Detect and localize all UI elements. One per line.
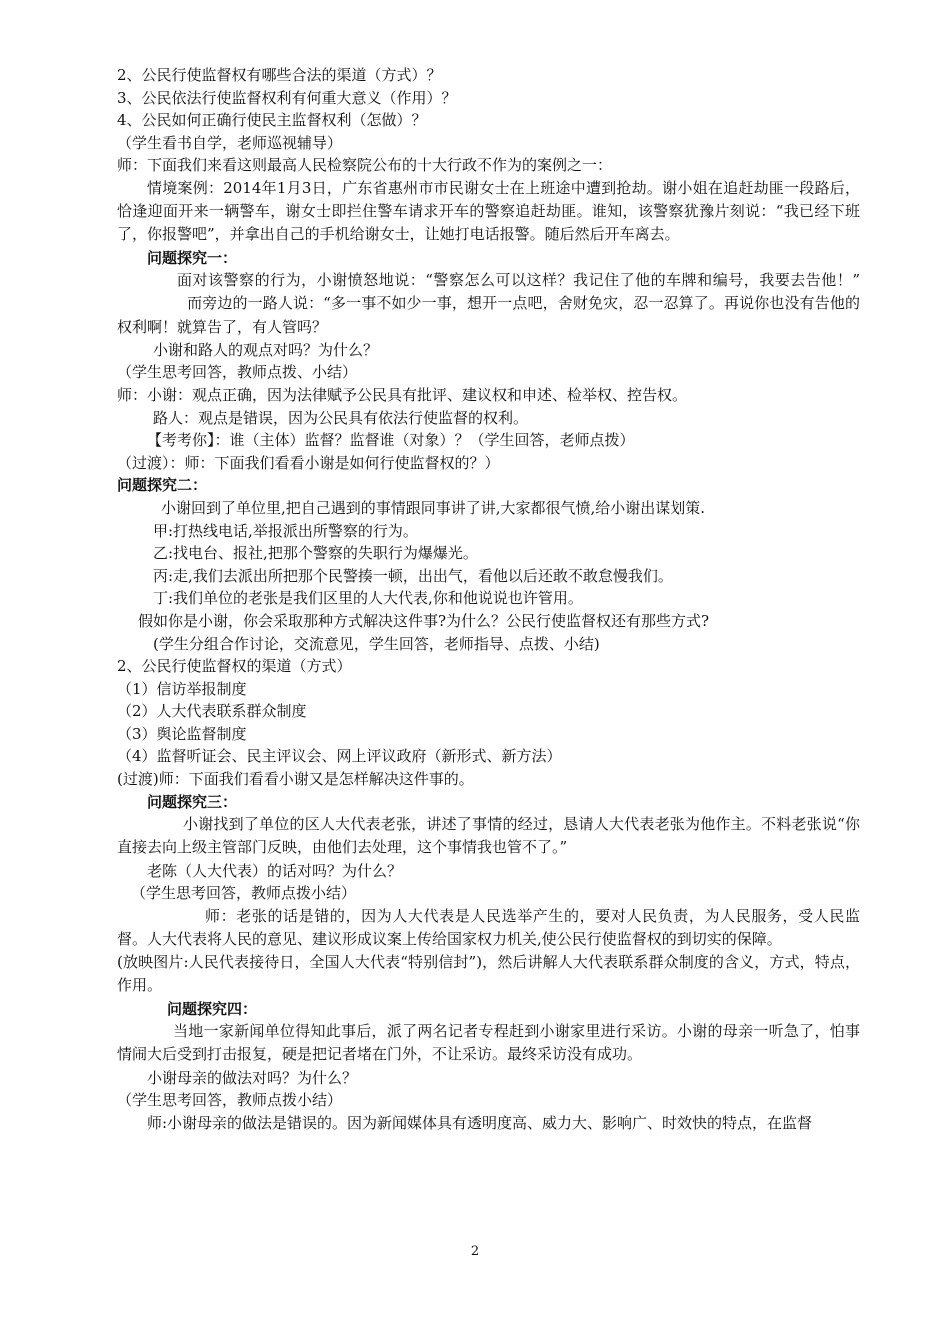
teacher-answer-3: 师：老张的话是错的，因为人大代表是人民选举产生的，要对人民负责，为人民服务，受人民监督。人大代表将人民的意见、建议形成议案上传给国家权力机关,使公民行使监督权的到切实的保障。 (117, 906, 860, 949)
quiz-line: 【考考你】：谁（主体）监督？监督谁（对象）？（学生回答，老师点拨） (147, 431, 635, 450)
heading-inquiry-1: 问题探究一： (147, 248, 238, 267)
group-note: (学生分组合作讨论，交流意见，学生回答，老师指导、点拨、小结) (153, 634, 600, 653)
case-scenario: 情境案例：2014年1月3日，广东省惠州市市民谢女士在上班途中遭到抢劫。谢小姐在追赶劫匪一段路后，恰逢迎面开来一辆警车，谢女士即拦住警车请求开车的警察追赶劫匪。谁知，该警察犹豫片刻说：“我已经下班了，你报警吧”，并拿出自己的手机给谢女士，让她打电话报警。随后然后开车离去。 (117, 178, 860, 244)
inquiry-1-question: 小谢和路人的观点对吗？为什么？ (153, 340, 379, 359)
slide-note: (放映图片:人民代表接待日，全国人大代表“特别信封”)，然后讲解人大代表联系群众制度的含义，方式，特点，作用。 (117, 953, 860, 995)
question-3: 3、公民依法行使监督权利有何重大意义（作用）？ (117, 88, 457, 107)
inquiry-4-body: 当地一家新闻单位得知此事后，派了两名记者专程赶到小谢家里进行采访。小谢的母亲一听急了，怕事情闹大后受到打击报复，硬是把记者堵在门外，不让采访。最终采访没有成功。 (117, 1022, 860, 1064)
heading-inquiry-3: 问题探究三： (147, 792, 238, 811)
channels-heading: 2、公民行使监督权的渠道（方式） (117, 657, 352, 676)
inquiry-2-question: 假如你是小谢，你会采取那种方式解决这件事?为什么？公民行使监督权还有那些方式? (138, 611, 710, 630)
inquiry-1-body (117, 269, 860, 339)
teacher-answer-4: 师:小谢母亲的做法是错误的。因为新闻媒体具有透明度高、威力大、影响广、时效快的特点，在监督 (147, 1113, 813, 1132)
teacher-intro: 师：下面我们来看这则最高人民检察院公布的十大行政不作为的案例之一： (117, 156, 613, 175)
teacher-answer-1: 师：小谢：观点正确，因为法律赋予公民具有批评、建议权和申述、检举权、控告权。 (117, 385, 688, 404)
think-note-4: （学生思考回答，教师点拨小结） (117, 1091, 343, 1110)
heading-inquiry-4: 问题探究四： (167, 999, 258, 1018)
option-ding: 丁:我们单位的老张是我们区里的人大代表,你和他说说也许管用。 (153, 589, 583, 608)
xiaoxie-statement: 面对该警察的行为，小谢愤怒地说：“警察怎么可以这样？我记住了他的车牌和编号，我要去告他！” (177, 271, 860, 290)
option-bing: 丙:走,我们去派出所把那个民警揍一顿，出出气，看他以后还敢不敢怠慢我们。 (153, 566, 673, 585)
heading-inquiry-2: 问题探究二： (117, 476, 208, 495)
option-yi: 乙:找电台、报社,把那个警察的失职行为爆爆光。 (153, 544, 478, 563)
inquiry-2-intro: 小谢回到了单位里,把自己遇到的事情跟同事讲了讲,大家都很气愤,给小谢出谋划策. (161, 498, 706, 517)
self-study-note: （学生看书自学，老师巡视辅导） (117, 133, 343, 152)
think-note-1: （学生思考回答，教师点拨、小结） (117, 363, 358, 382)
transition-1: （过渡）：师：下面我们看看小谢是如何行使监督权的？） (117, 453, 500, 472)
option-jia: 甲:打热线电话,举报派出所警察的行为。 (153, 521, 418, 540)
channel-4: （4）监督听证会、民主评议会、网上评议政府（新形式、新方法） (117, 747, 562, 766)
channel-1: （1）信访举报制度 (117, 679, 247, 698)
question-2: 2、公民行使监督权有哪些合法的渠道（方式）？ (117, 66, 442, 84)
question-4: 4、公民如何正确行使民主监督权利（怎做）？ (117, 111, 427, 130)
inquiry-3-question: 老陈（人大代表）的话对吗？为什么？ (147, 861, 403, 880)
document-body (117, 0, 860, 1134)
channel-3: （3）舆论监督制度 (117, 724, 247, 743)
passerby-answer: 路人：观点是错误，因为公民具有依法行使监督的权利。 (153, 408, 529, 427)
channel-2: （2）人大代表联系群众制度 (117, 702, 307, 721)
transition-2: (过渡)师：下面我们看看小谢又是怎样解决这件事的。 (117, 770, 474, 789)
inquiry-3-body: 小谢找到了单位的区人大代表老张，讲述了事情的经过，恳请人大代表老张为他作主。不料老张说“你直接去向上级主管部门反映，由他们去处理，这个事情我也管不了。” (117, 815, 860, 857)
inquiry-4-question: 小谢母亲的做法对吗？为什么？ (147, 1068, 358, 1087)
page-number: 2 (470, 1244, 480, 1259)
passerby-statement: 而旁边的一路人说：“多一事不如少一事，想开一点吧，舍财免灾，忍一忍算了。再说你也没有告他的权利啊！就算告了，有人管吗？ (117, 294, 860, 336)
think-note-3: （学生思考回答，教师点拨小结） (131, 884, 357, 903)
